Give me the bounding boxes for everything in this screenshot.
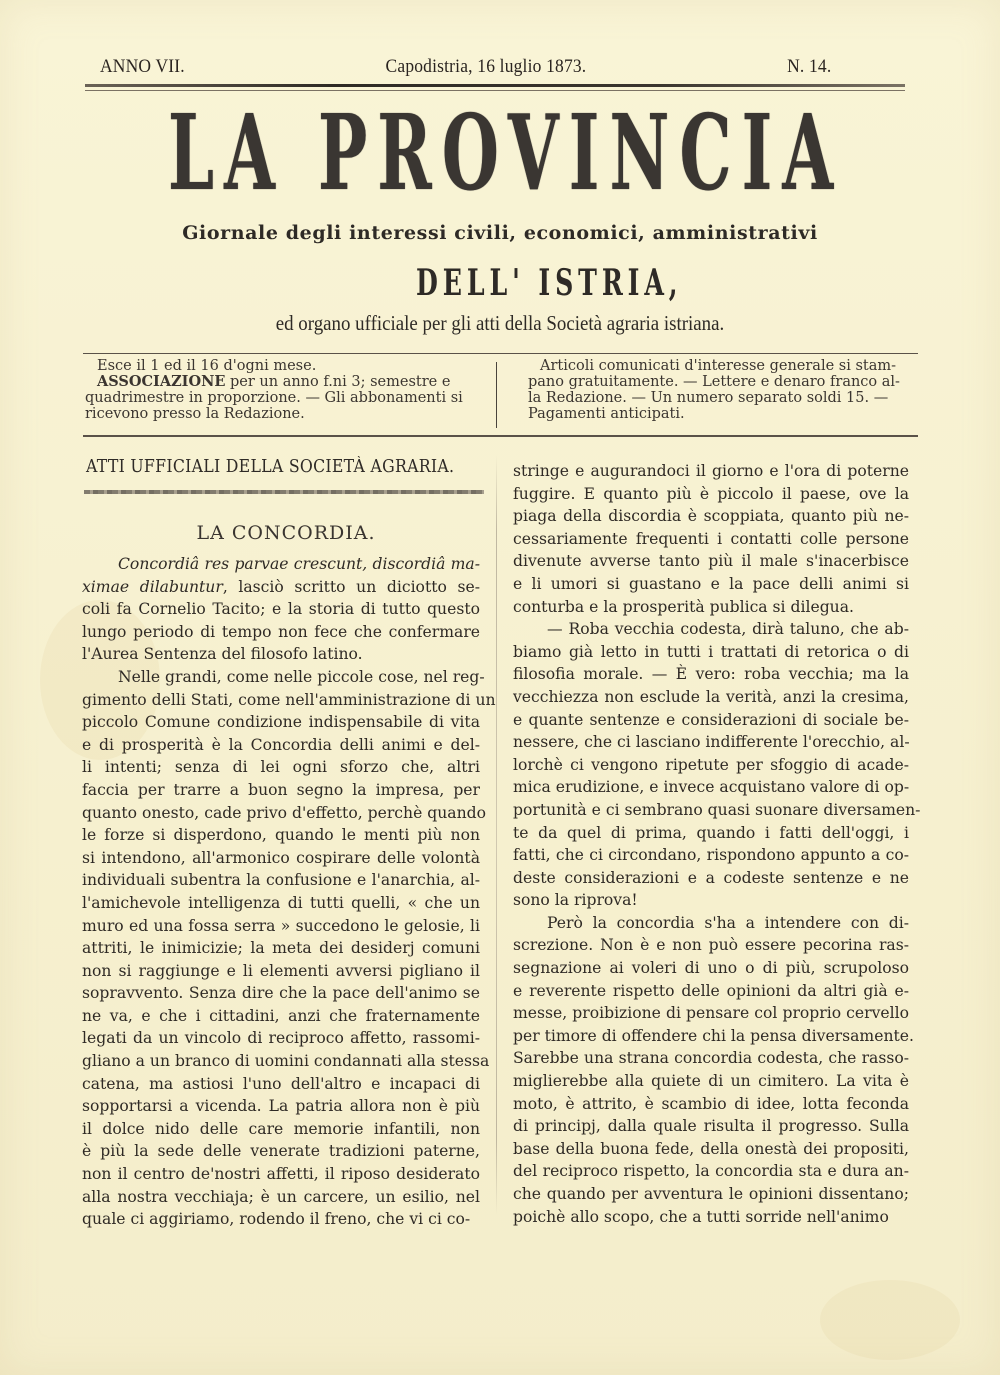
article-title: LA CONCORDIA. — [196, 522, 376, 544]
article-line: mica erudizione, e invece acquistano valore di op- — [513, 778, 910, 797]
place-date: Capodistria, 16 luglio 1873. — [385, 56, 587, 77]
info-line: Esce il 1 ed il 16 d'ogni mese. — [97, 358, 317, 374]
article-line: piccolo Comune condizione indispensabile di vita — [82, 713, 480, 732]
article-line: nessere, che ci lasciano indifferente l'orecchio, al- — [513, 733, 910, 752]
article-line: fuggire. E quanto più è piccolo il paese, ove la — [513, 484, 909, 503]
article-line: non si raggiunge e li elementi avversi pigliano il — [82, 961, 480, 980]
article-line: fatti, che ci circondano, rispondono appunto a co- — [513, 846, 909, 865]
header-rule — [85, 84, 905, 87]
article-line: non il centro de'nostri affetti, il riposo desiderato — [82, 1165, 480, 1184]
article-line: attriti, le inimicizie; la meta dei desiderj comuni — [82, 939, 480, 958]
article-line: sopravvento. Senza dire che la pace dell'animo se — [82, 984, 480, 1003]
masthead-title: LA PROVINCIA — [168, 91, 844, 214]
article-line: gliano a un branco di uomini condannati alla stessa — [82, 1052, 490, 1071]
editorial-terms — [528, 358, 913, 422]
article-line: Sarebbe una strana concordia codesta, che rasso- — [513, 1049, 909, 1068]
article-line: per timore di offendere chi la pensa diversamente. — [513, 1026, 914, 1045]
article-line: divenute avverse tanto più il male s'inacerbisce — [513, 552, 909, 571]
article-line: lungo periodo di tempo non fece che confermare — [82, 622, 480, 641]
article-line: poichè allo scopo, che a tutti sorride nell'animo — [513, 1207, 889, 1226]
article-line: gimento delli Stati, come nell'amministrazione di un — [82, 690, 496, 709]
article-line: legati da un vincolo di reciproco affetto, rassomi- — [82, 1029, 480, 1048]
article-line: muro ed una fossa serra » succedono le gelosie, li — [82, 916, 480, 935]
info-line: la Redazione. — Un numero separato soldi 15. — — [528, 390, 889, 406]
dateline — [100, 56, 831, 78]
masthead-subtitle: Giornale degli interessi civili, economici, amministrativi — [182, 222, 818, 244]
article-line: individuali subentra la confusione e l'anarchia, al- — [82, 871, 480, 890]
article-line: Concordiâ res parvae crescunt, discordiâ ma- — [118, 555, 480, 573]
article-line: ne va, e che i cittadini, anzi che fraternamente — [82, 1006, 480, 1025]
masthead-organ-line: ed organo ufficiale per gli atti della Società agraria istriana. — [275, 311, 725, 335]
column-divider — [496, 455, 497, 1215]
year-label: ANNO VII. — [100, 56, 185, 77]
article-line: — Roba vecchia codesta, dirà taluno, che ab- — [547, 620, 909, 639]
article-line: sopportarsi a vicenda. La patria allora non è più — [82, 1097, 480, 1116]
article-line: l'amichevole intelligenza di tutti quelli, « che un — [82, 893, 480, 912]
info-divider — [496, 362, 497, 428]
article-line: alla nostra vecchiaja; è un carcere, un esilio, nel — [82, 1187, 480, 1206]
article-line: le forze si disperdono, quando le menti più non — [82, 826, 480, 845]
article-line: e quante sentenze e considerazioni di sociale be- — [513, 710, 909, 729]
article-line: Però la concordia s'ha a intendere con di- — [547, 913, 909, 932]
article-line: Nelle grandi, come nelle piccole cose, nel reg- — [118, 667, 485, 686]
info-bottom-rule — [83, 435, 918, 437]
article-line: l'Aurea Sentenza del filosofo latino. — [82, 645, 363, 664]
page-edge — [0, 1375, 1000, 1390]
article-line: te da quel di prima, quando i fatti dell'oggi, i — [513, 823, 909, 842]
info-line: quadrimestre in proporzione. — Gli abbonamenti si — [85, 390, 463, 406]
issue-number: N. 14. — [787, 56, 832, 77]
masthead-region: DELL' ISTRIA, — [416, 262, 683, 304]
article-line: e li umori si guastano e la pace delli animi si — [513, 574, 909, 593]
info-line: Articoli comunicati d'interesse generale si stam- — [540, 358, 897, 374]
article-line: filosofia morale. — È vero: roba vecchia; ma la — [513, 665, 909, 684]
info-line: Pagamenti anticipati. — [528, 406, 685, 422]
article-line: vecchiezza non esclude la verità, anzi la cresima, — [513, 687, 909, 706]
article-line: messe, proibizione di pensare col proprio cervello — [513, 1004, 909, 1023]
article-line: conturba e la prosperità publica si dilegua. — [513, 597, 854, 616]
info-top-rule — [83, 353, 918, 354]
info-line: ASSOCIAZIONE per un anno f.ni 3; semestre e — [97, 373, 451, 390]
article-line: deste considerazioni e a codeste sentenze e ne — [513, 868, 909, 887]
section-rule — [84, 490, 484, 494]
article-line: screzione. Non è e non può essere pecorina ras- — [513, 936, 909, 955]
article-line: sono la riprova! — [513, 891, 638, 910]
paper-stain — [820, 1280, 960, 1360]
article-line: è più la sede delle venerate tradizioni paterne, — [82, 1142, 480, 1161]
subscription-terms — [85, 358, 480, 422]
article-line: base della buona fede, della onestà dei propositi, — [513, 1139, 909, 1158]
article-line: faccia per trarre a buon segno la impresa, per — [82, 780, 480, 799]
article-line: di principj, dalla quale risulta il progresso. Sulla — [513, 1117, 909, 1136]
article-line: li intenti; senza di lei ogni sforzo che, altri — [82, 758, 480, 777]
article-line: miglierebbe alla quiete di un cimitero. La vita è — [513, 1072, 909, 1091]
article-line: biamo già letto in tutti i trattati di retorica o di — [513, 642, 909, 661]
article-line: piaga della discordia è scoppiata, quanto più ne- — [513, 507, 909, 526]
subscription-info — [83, 358, 918, 430]
article-line: lorchè ci vengono ripetute per sfoggio di acade- — [513, 755, 909, 774]
info-line: pano gratuitamente. — Lettere e denaro franco al- — [528, 374, 900, 390]
article-line: ximae dilabuntur, lasciò scritto un diciotto se- — [82, 577, 480, 596]
article-line: il dolce nido delle care memorie infantili, non — [82, 1119, 480, 1138]
article-column-right — [513, 460, 921, 1228]
article-column-left — [82, 553, 496, 1231]
article-line: e di prosperità è la Concordia delli animi e del- — [82, 735, 480, 754]
article-line: coli fa Cornelio Tacito; e la storia di tutto questo — [82, 600, 480, 619]
article-line: catena, ma astiosi l'uno dell'altro e incapaci di — [82, 1074, 480, 1093]
article-line: del reciproco rispetto, la concordia sta e dura an- — [513, 1162, 909, 1181]
article-line: cessariamente frequenti i contatti colle persone — [513, 529, 909, 548]
section-heading: ATTI UFFICIALI DELLA SOCIETÀ AGRARIA. — [86, 457, 455, 477]
article-line: portunità e ci sembrano quasi suonare diversamen- — [513, 800, 921, 819]
article-line: che quando per avventura le opinioni dissentano; — [513, 1185, 909, 1203]
article-line: quale ci aggiriamo, rodendo il freno, che vi ci co- — [82, 1210, 471, 1229]
article-line: quanto onesto, cade privo d'effetto, perchè quando — [82, 803, 486, 822]
article-line: moto, è attrito, è scambio di idee, lotta feconda — [513, 1094, 909, 1113]
info-line: ricevono presso la Redazione. — [85, 406, 305, 422]
article-line: segnazione ai voleri di uno o di più, scrupoloso — [513, 959, 909, 978]
article-line: e reverente rispetto delle opinioni da altri già e- — [513, 981, 909, 1000]
article-line: si intendono, all'armonico cospirare delle volontà — [82, 848, 480, 867]
article-line: stringe e augurandoci il giorno e l'ora di poterne — [513, 462, 909, 480]
